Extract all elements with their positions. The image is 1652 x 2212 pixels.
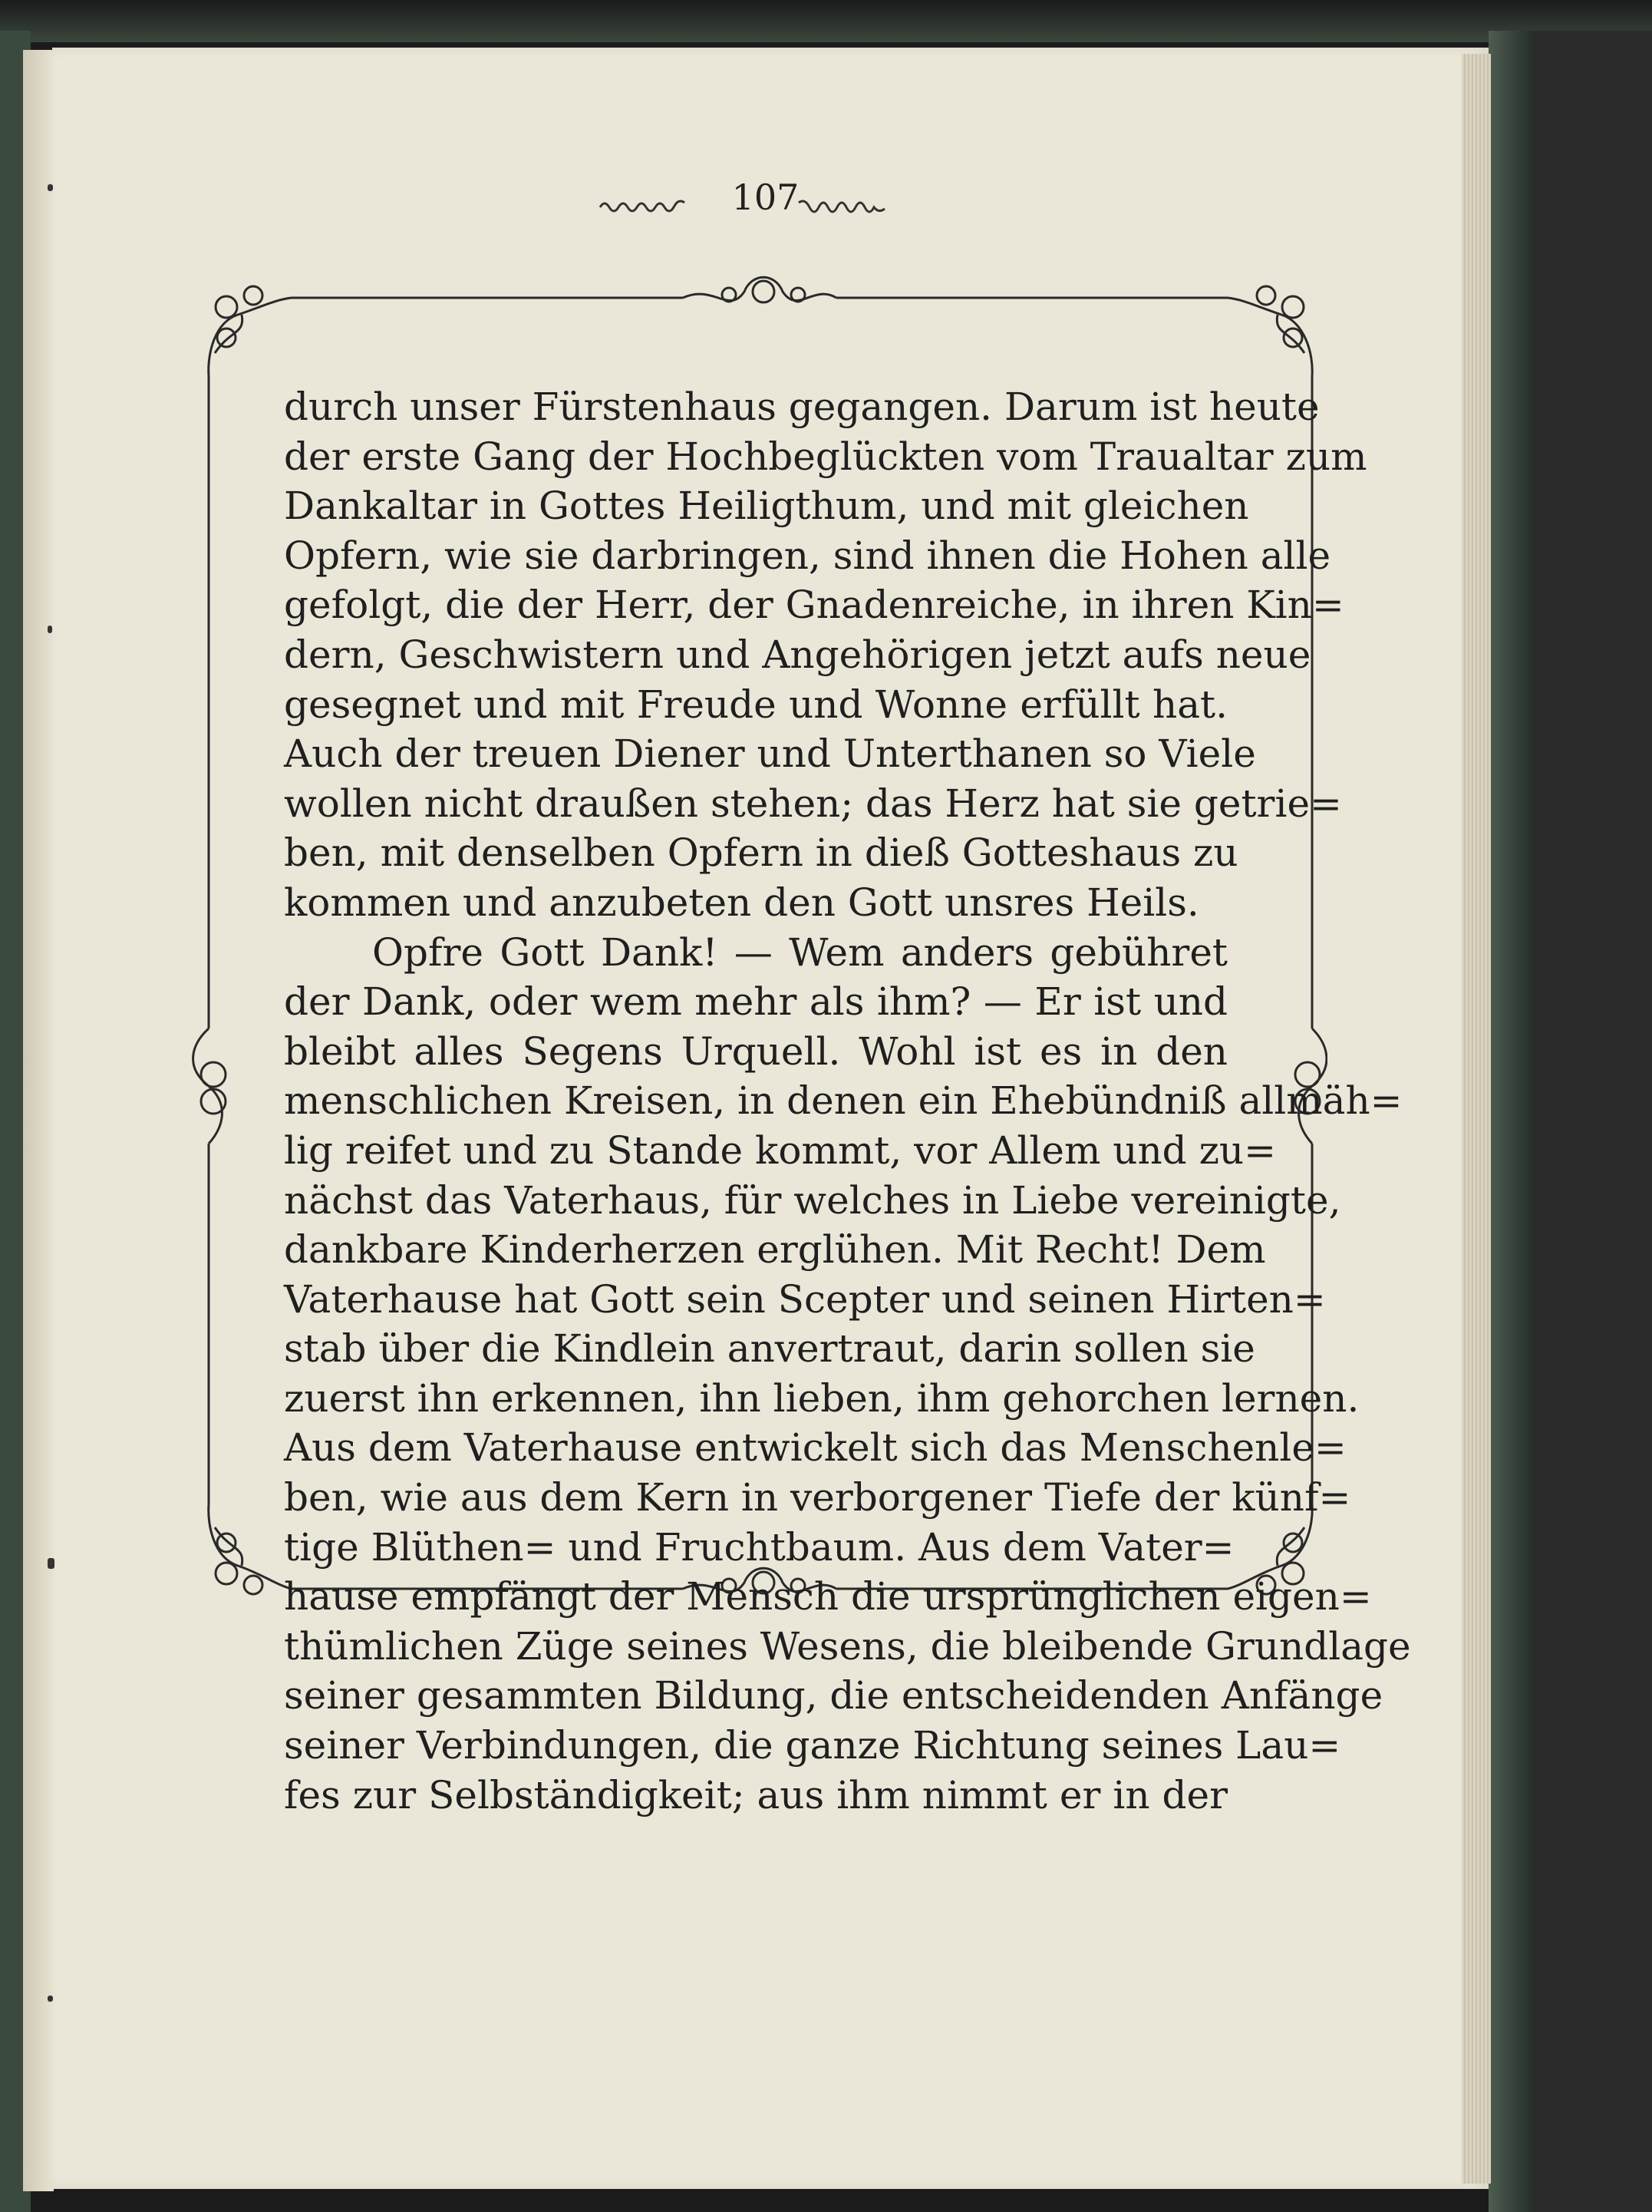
text-line: der Dank, oder wem mehr als ihm? — Er ist und xyxy=(284,979,1228,1025)
text-line: hause empfängt der Mensch die ursprünglichen eigen= xyxy=(284,1574,1372,1619)
text-line: kommen und anzubeten den Gott unsres Heils. xyxy=(284,880,1199,925)
top-flourish-icon xyxy=(683,277,836,302)
text-line: thümlichen Züge seines Wesens, die bleibende Grundlage xyxy=(284,1623,1411,1669)
text-line: seiner Verbindungen, die ganze Richtung seines Lau= xyxy=(284,1723,1341,1768)
text-line: Aus dem Vaterhause entwickelt sich das Menschenle= xyxy=(284,1425,1347,1471)
text-line: lig reifet und zu Stande kommt, vor Allem und zu= xyxy=(284,1127,1277,1173)
side-flourish-left-icon xyxy=(193,1028,226,1144)
text-line: dern, Geschwistern und Angehörigen jetzt aufs neue xyxy=(284,632,1311,677)
text-line: durch unser Fürstenhaus gegangen. Darum ist heute xyxy=(284,385,1320,429)
text-line: stab über die Kindlein anvertraut, darin sollen sie xyxy=(284,1326,1255,1372)
wave-ornament-left-icon xyxy=(598,193,691,216)
text-line: bleibt alles Segens Urquell. Wohl ist es in den xyxy=(284,1028,1228,1074)
text-line: Auch der treuen Diener und Unterthanen so Viele xyxy=(284,731,1256,777)
corner-flourish-bottom-left-icon xyxy=(209,1504,292,1594)
corner-flourish-top-left-icon xyxy=(209,286,292,376)
body-text xyxy=(284,382,1411,1820)
page-stack-edge xyxy=(1462,54,1491,2184)
text-line: gesegnet und mit Freude und Wonne erfüllt hat. xyxy=(284,682,1228,727)
text-line: seiner gesammten Bildung, die entscheidenden Anfänge xyxy=(284,1673,1383,1718)
text-line: nächst das Vaterhaus, für welches in Liebe vereinigte, xyxy=(284,1177,1341,1223)
corner-flourish-top-right-icon xyxy=(1228,286,1312,376)
text-line: tige Blüthen= und Fruchtbaum. Aus dem Vater= xyxy=(284,1524,1235,1570)
page-number: 107 xyxy=(731,177,800,218)
book-cover-right xyxy=(1489,31,1652,2212)
page-header xyxy=(598,177,951,230)
text-line: Vaterhause hat Gott sein Scepter und seinen Hirten= xyxy=(284,1276,1326,1322)
text-line: Dankaltar in Gottes Heiligthum, und mit gleichen xyxy=(284,484,1249,529)
text-line: dankbare Kinderherzen erglühen. Mit Recht! Dem xyxy=(284,1227,1266,1273)
previous-page-edge xyxy=(23,50,54,2191)
scan-speck xyxy=(48,626,52,633)
text-line: fes zur Selbständigkeit; aus ihm nimmt er in der xyxy=(284,1772,1228,1817)
text-line: gefolgt, die der Herr, der Gnadenreiche, in ihren Kin= xyxy=(284,583,1344,628)
text-line: der erste Gang der Hochbeglückten vom Traualtar zum xyxy=(284,434,1367,479)
text-line: ben, wie aus dem Kern in verborgener Tiefe der künf= xyxy=(284,1475,1351,1520)
text-line: zuerst ihn erkennen, ihn lieben, ihm gehorchen lernen. xyxy=(284,1375,1360,1421)
text-line: wollen nicht draußen stehen; das Herz hat sie getrie= xyxy=(284,781,1342,826)
text-line: Opfern, wie sie darbringen, sind ihnen die Hohen alle xyxy=(284,533,1331,578)
scan-background-top xyxy=(0,0,1652,42)
scan-speck xyxy=(48,1996,53,2002)
scan-speck xyxy=(48,184,53,191)
scan-speck xyxy=(48,1558,54,1569)
text-line: menschlichen Kreisen, in denen ein Ehebündniß allmäh= xyxy=(284,1078,1403,1124)
text-line: Opfre Gott Dank! — Wem anders gebühret xyxy=(372,929,1228,975)
wave-ornament-right-icon xyxy=(794,193,886,216)
text-line: ben, mit denselben Opfern in dieß Gotteshaus zu xyxy=(284,830,1238,876)
